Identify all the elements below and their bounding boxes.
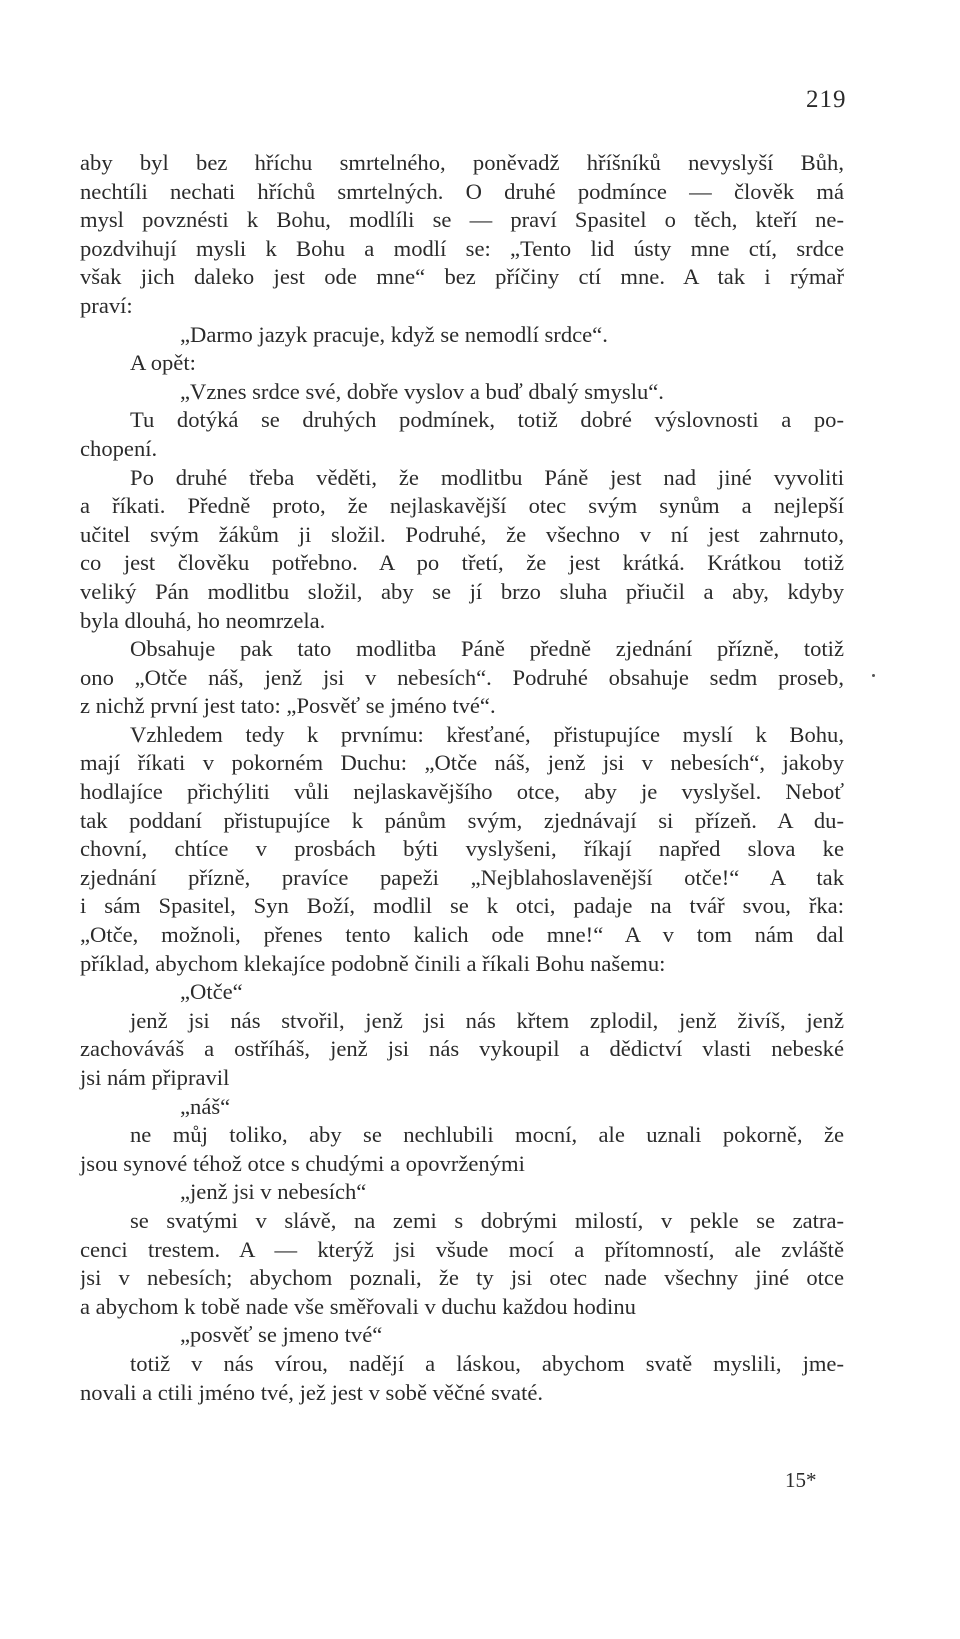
text-line: „Otče“	[180, 979, 243, 1005]
text-line: „Darmo jazyk pracuje, když se nemodlí srdce“.	[180, 321, 608, 347]
text-line: ne můj toliko, aby se nechlubili mocní, ale uznali pokorně, že	[130, 1122, 844, 1148]
page-number: 219	[806, 86, 847, 113]
text-line: nechtíli nechati hříchů smrtelných. O druhé podmínce — člověk má	[80, 178, 844, 204]
text-line: byla dlouhá, ho neomrzela.	[80, 607, 326, 633]
text-line: Tu dotýká se druhých podmínek, totiž dobré výslovnosti a po-	[130, 407, 844, 433]
text-line: aby byl bez hříchu smrtelného, poněvadž hříšníků nevyslyší Bůh,	[80, 150, 844, 175]
text-line: ono „Otče náš, jenž jsi v nebesích“. Podruhé obsahuje sedm proseb,	[80, 664, 844, 690]
text-line: a říkati. Předně proto, že nejlaskavější otec svým synům a nejlepší	[80, 493, 844, 519]
text-line: však jich daleko jest ode mne“ bez příčiny ctí mne. A tak i rýmař	[80, 264, 844, 290]
body-text	[80, 149, 844, 1407]
text-line: tak poddaní přistupujíce k pánům svým, zjednávají si přízeň. A du-	[80, 807, 844, 833]
text-line: Obsahuje pak tato modlitba Páně předně zjednání přízně, totiž	[130, 636, 844, 662]
text-line: mysl povznésti k Bohu, modlíli se — praví Spasitel o těch, kteří ne-	[80, 207, 844, 233]
text-line: „jenž jsi v nebesích“	[180, 1179, 367, 1205]
text-line: A opět:	[130, 350, 196, 376]
text-line: příklad, abychom klekajíce podobně činili a říkali Bohu našemu:	[80, 950, 666, 976]
text-line: hodlajíce přichýliti vůli nejlaskavějšího otce, aby je vyslyšel. Neboť	[80, 779, 844, 805]
text-line: „Vznes srdce své, dobře vyslov a buď dbalý smyslu“.	[180, 378, 664, 404]
text-line: mají říkati v pokorném Duchu: „Otče náš, jenž jsi v nebesích“, jakoby	[80, 750, 844, 776]
text-line: zjednání přízně, pravíce papeži „Nejblahoslavenější otče!“ A tak	[80, 864, 844, 890]
text-line: i sám Spasitel, Syn Boží, modlil se k otci, padaje na tvář svou, řka:	[80, 893, 844, 919]
text-line: Vzhledem tedy k prvnímu: křesťané, přistupujíce myslí k Bohu,	[130, 721, 844, 747]
text-line: „Otče, možnoli, přenes tento kalich ode mne!“ A v tom nám dal	[80, 922, 844, 948]
text-line: chopení.	[80, 435, 158, 461]
text-line: jsi v nebesích; abychom poznali, že ty jsi otec nade všechny jiné otce	[80, 1265, 844, 1291]
text-line: totiž v nás vírou, nadějí a láskou, abychom svatě myslili, jme-	[130, 1350, 844, 1376]
text-line: novali a ctili jméno tvé, jež jest v sobě věčné svaté.	[80, 1379, 544, 1405]
text-line: pozdvihují mysli k Bohu a modlí se: „Tento lid ústy mne ctí, srdce	[80, 235, 844, 261]
text-line: učitel svým žákům ji složil. Podruhé, že všechno v ní jest zahrnuto,	[80, 521, 844, 547]
text-line: Po druhé třeba věděti, že modlitbu Páně jest nad jiné vyvoliti	[130, 464, 844, 490]
text-line: „náš“	[180, 1093, 231, 1119]
text-line: jsi nám připravil	[80, 1065, 230, 1090]
margin-mark	[872, 674, 875, 677]
text-line: jenž jsi nás stvořil, jenž jsi nás křtem zplodil, jenž živíš, jenž	[130, 1007, 844, 1033]
text-line: z nichž první jest tato: „Posvěť se jméno tvé“.	[80, 693, 496, 719]
text-line: veliký Pán modlitbu složil, aby se jí brzo sluha přiučil a aby, kdyby	[80, 578, 844, 604]
text-line: zachováváš a ostříháš, jenž jsi nás vykoupil a dědictví vlasti nebeské	[80, 1036, 844, 1062]
text-line: praví:	[80, 292, 133, 318]
text-line: jsou synové téhož otce s chudými a opovrženými	[80, 1150, 525, 1176]
text-line: co jest člověku potřebno. A po třetí, že jest krátká. Krátkou totiž	[80, 550, 844, 576]
text-line: „posvěť se jmeno tvé“	[180, 1322, 383, 1348]
text-line: se svatými v slávě, na zemi s dobrými milostí, v pekle se zatra-	[130, 1207, 844, 1233]
text-line: cenci trestem. A — kterýž jsi všude mocí a přítomností, ale zvláště	[80, 1236, 844, 1262]
printer-signature: 15*	[785, 1468, 817, 1492]
text-line: a abychom k tobě nade vše směřovali v duchu každou hodinu	[80, 1293, 636, 1319]
text-line: chovní, chtíce v prosbách býti vyslyšeni, říkají napřed slova ke	[80, 836, 844, 862]
